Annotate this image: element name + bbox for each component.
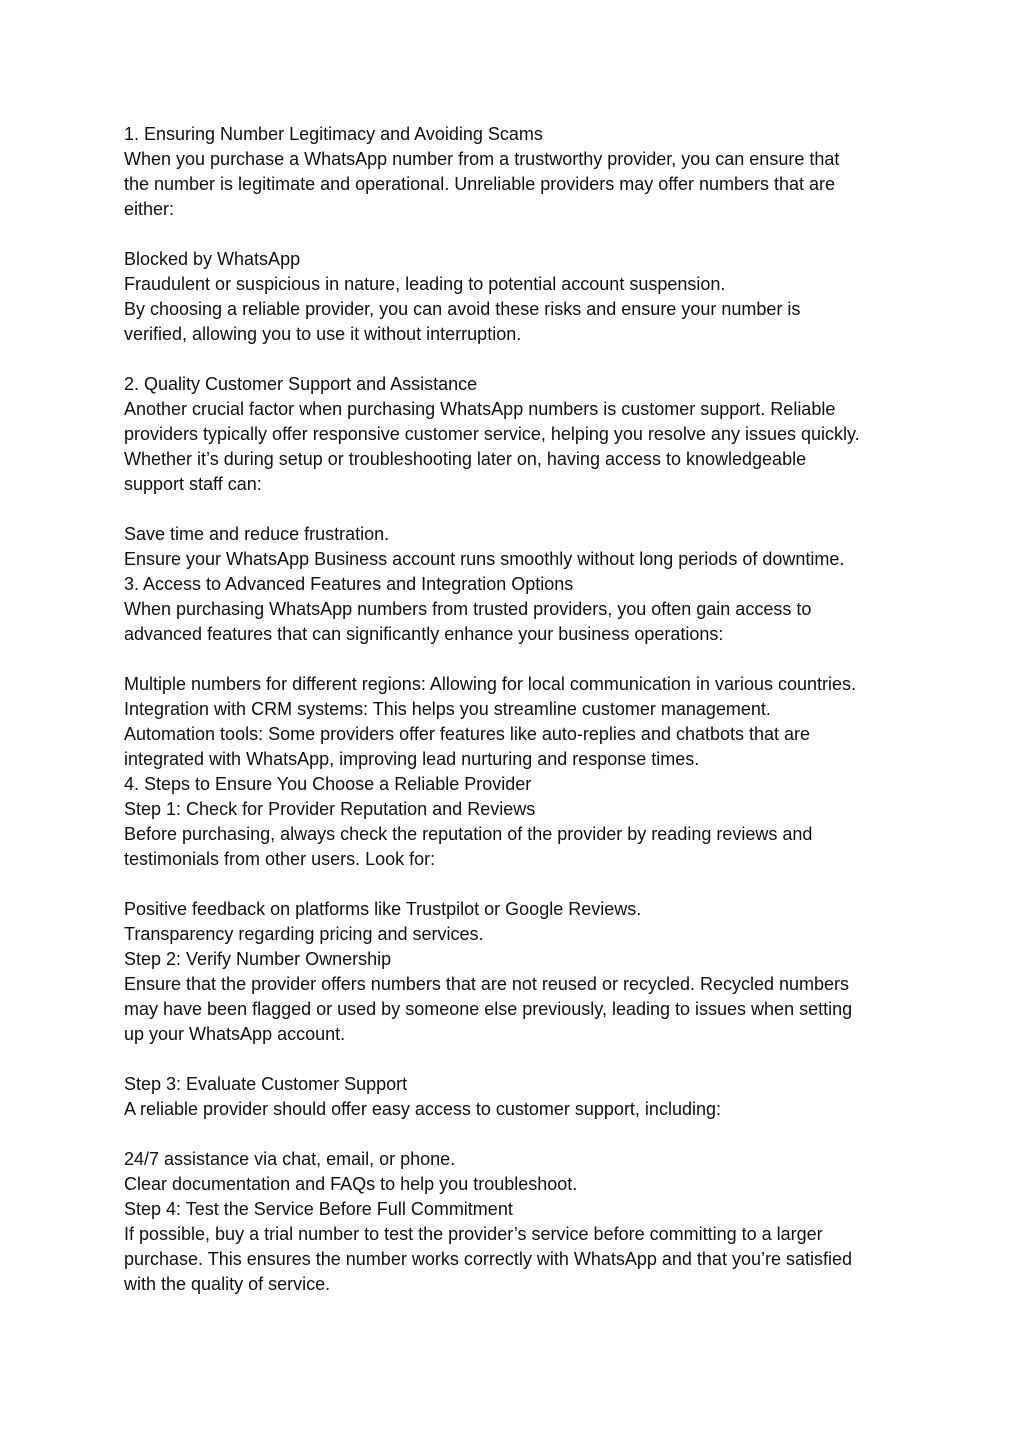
list-item: Automation tools: Some providers offer features like auto-replies and chatbots that are — [124, 724, 811, 744]
paragraph-line: A reliable provider should offer easy access to customer support, including: — [124, 1099, 721, 1119]
list-item: Fraudulent or suspicious in nature, leading to potential account suspension. — [124, 274, 726, 294]
paragraph-line: with the quality of service. — [124, 1274, 331, 1294]
blank-line — [124, 1122, 914, 1147]
list-item: Blocked by WhatsApp — [124, 249, 301, 269]
list-item: Ensure your WhatsApp Business account runs smoothly without long periods of downtime. — [124, 549, 845, 569]
paragraph-line: If possible, buy a trial number to test the provider’s service before committing to a larger — [124, 1224, 823, 1244]
paragraph-line: testimonials from other users. Look for: — [124, 849, 436, 869]
paragraph-line: providers typically offer responsive customer service, helping you resolve any issues quickly. — [124, 424, 860, 444]
paragraph-line: Whether it’s during setup or troubleshooting later on, having access to knowledgeable — [124, 449, 807, 469]
blank-line — [124, 497, 914, 522]
list-item: Transparency regarding pricing and services. — [124, 924, 484, 944]
paragraph-line: advanced features that can significantly enhance your business operations: — [124, 624, 724, 644]
paragraph-line: When you purchase a WhatsApp number from a trustworthy provider, you can ensure that — [124, 149, 840, 169]
section-heading: 4. Steps to Ensure You Choose a Reliable Provider — [124, 774, 532, 794]
document-page — [124, 122, 914, 1297]
blank-line — [124, 222, 914, 247]
list-item: Integration with CRM systems: This helps you streamline customer management. — [124, 699, 771, 719]
section-heading: 1. Ensuring Number Legitimacy and Avoiding Scams — [124, 124, 543, 144]
blank-line — [124, 347, 914, 372]
list-item: 24/7 assistance via chat, email, or phone. — [124, 1149, 456, 1169]
blank-line — [124, 872, 914, 897]
list-item: Multiple numbers for different regions: Allowing for local communication in various countries. — [124, 674, 857, 694]
section-heading: 2. Quality Customer Support and Assistance — [124, 374, 478, 394]
step-heading: Step 2: Verify Number Ownership — [124, 949, 392, 969]
section-heading: 3. Access to Advanced Features and Integration Options — [124, 574, 574, 594]
step-heading: Step 4: Test the Service Before Full Commitment — [124, 1199, 513, 1219]
paragraph-line: may have been flagged or used by someone else previously, leading to issues when setting — [124, 999, 853, 1019]
paragraph-line: the number is legitimate and operational. Unreliable providers may offer numbers that are — [124, 174, 836, 194]
paragraph-line: When purchasing WhatsApp numbers from trusted providers, you often gain access to — [124, 599, 812, 619]
paragraph-line: up your WhatsApp account. — [124, 1024, 346, 1044]
list-item: Clear documentation and FAQs to help you troubleshoot. — [124, 1174, 578, 1194]
paragraph-line: Another crucial factor when purchasing WhatsApp numbers is customer support. Reliable — [124, 399, 836, 419]
blank-line — [124, 647, 914, 672]
step-heading: Step 3: Evaluate Customer Support — [124, 1074, 408, 1094]
blank-line — [124, 1047, 914, 1072]
paragraph-line: Before purchasing, always check the reputation of the provider by reading reviews and — [124, 824, 813, 844]
paragraph-line: either: — [124, 199, 175, 219]
paragraph-line: support staff can: — [124, 474, 262, 494]
list-item: integrated with WhatsApp, improving lead nurturing and response times. — [124, 749, 700, 769]
paragraph-line: verified, allowing you to use it without interruption. — [124, 324, 522, 344]
list-item: Positive feedback on platforms like Trustpilot or Google Reviews. — [124, 899, 642, 919]
paragraph-line: By choosing a reliable provider, you can avoid these risks and ensure your number is — [124, 299, 801, 319]
paragraph-line: Ensure that the provider offers numbers that are not reused or recycled. Recycled numbers — [124, 974, 850, 994]
paragraph-line: purchase. This ensures the number works correctly with WhatsApp and that you’re satisfied — [124, 1249, 853, 1269]
list-item: Save time and reduce frustration. — [124, 524, 390, 544]
step-heading: Step 1: Check for Provider Reputation and Reviews — [124, 799, 536, 819]
